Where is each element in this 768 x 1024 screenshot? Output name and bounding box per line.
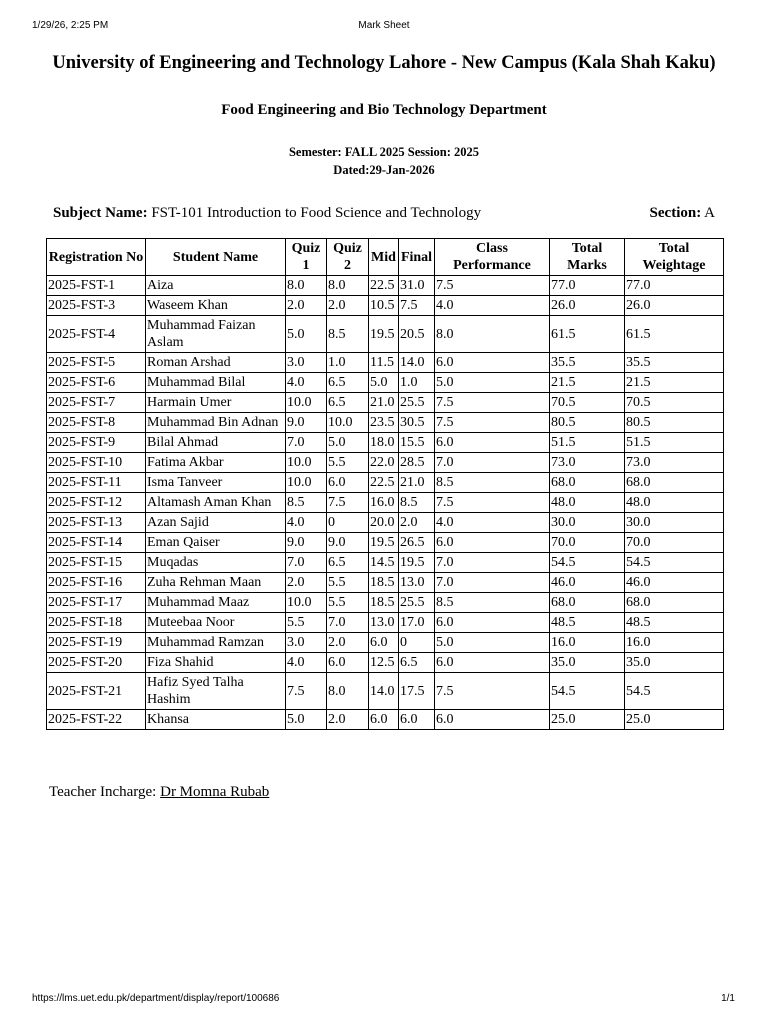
- cell-registration-no: 2025-FST-6: [47, 373, 146, 393]
- cell-student-name: Azan Sajid: [146, 513, 286, 533]
- table-row: [47, 353, 724, 373]
- cell-quiz-1: 5.0: [286, 710, 327, 730]
- table-row: [47, 316, 724, 353]
- cell-registration-no: 2025-FST-15: [47, 553, 146, 573]
- cell-quiz-2: 6.0: [327, 653, 369, 673]
- cell-mid: 6.0: [369, 710, 399, 730]
- cell-quiz-2: 9.0: [327, 533, 369, 553]
- cell-final: 13.0: [399, 573, 435, 593]
- table-row: [47, 393, 724, 413]
- cell-total-weightage: 35.5: [625, 353, 724, 373]
- cell-registration-no: 2025-FST-20: [47, 653, 146, 673]
- subject-label: Subject Name:: [53, 205, 148, 221]
- cell-class-performance: 6.0: [435, 533, 550, 553]
- table-row: [47, 533, 724, 553]
- table-row: [47, 573, 724, 593]
- cell-class-performance: 4.0: [435, 296, 550, 316]
- cell-registration-no: 2025-FST-16: [47, 573, 146, 593]
- cell-registration-no: 2025-FST-10: [47, 453, 146, 473]
- section-value: A: [704, 205, 715, 221]
- cell-total-marks: 48.0: [550, 493, 625, 513]
- cell-quiz-2: 0: [327, 513, 369, 533]
- header-registration-no: Registration No: [47, 239, 146, 276]
- cell-quiz-2: 8.0: [327, 276, 369, 296]
- cell-total-weightage: 30.0: [625, 513, 724, 533]
- cell-total-weightage: 80.5: [625, 413, 724, 433]
- cell-student-name: Muhammad Maaz: [146, 593, 286, 613]
- cell-quiz-2: 8.5: [327, 316, 369, 353]
- cell-total-marks: 77.0: [550, 276, 625, 296]
- cell-student-name: Muhammad Ramzan: [146, 633, 286, 653]
- cell-total-weightage: 73.0: [625, 453, 724, 473]
- cell-registration-no: 2025-FST-5: [47, 353, 146, 373]
- cell-class-performance: 7.5: [435, 493, 550, 513]
- cell-student-name: Bilal Ahmad: [146, 433, 286, 453]
- cell-quiz-2: 6.0: [327, 473, 369, 493]
- cell-mid: 10.5: [369, 296, 399, 316]
- cell-student-name: Fiza Shahid: [146, 653, 286, 673]
- cell-class-performance: 7.5: [435, 673, 550, 710]
- cell-class-performance: 4.0: [435, 513, 550, 533]
- cell-final: 8.5: [399, 493, 435, 513]
- cell-mid: 20.0: [369, 513, 399, 533]
- cell-final: 19.5: [399, 553, 435, 573]
- table-row: [47, 553, 724, 573]
- cell-total-marks: 70.5: [550, 393, 625, 413]
- cell-class-performance: 6.0: [435, 433, 550, 453]
- header-quiz-1: Quiz 1: [286, 239, 327, 276]
- cell-total-weightage: 51.5: [625, 433, 724, 453]
- cell-class-performance: 7.0: [435, 453, 550, 473]
- table-header-row: [47, 239, 724, 276]
- cell-quiz-2: 5.5: [327, 593, 369, 613]
- cell-quiz-1: 7.5: [286, 673, 327, 710]
- cell-class-performance: 7.5: [435, 276, 550, 296]
- cell-total-weightage: 68.0: [625, 473, 724, 493]
- cell-class-performance: 7.0: [435, 573, 550, 593]
- header-class-performance: Class Performance: [435, 239, 550, 276]
- cell-quiz-1: 9.0: [286, 533, 327, 553]
- cell-mid: 18.0: [369, 433, 399, 453]
- cell-total-weightage: 48.0: [625, 493, 724, 513]
- header-quiz-2: Quiz 2: [327, 239, 369, 276]
- cell-quiz-1: 10.0: [286, 593, 327, 613]
- cell-mid: 19.5: [369, 316, 399, 353]
- cell-mid: 6.0: [369, 633, 399, 653]
- cell-final: 17.0: [399, 613, 435, 633]
- cell-class-performance: 7.5: [435, 413, 550, 433]
- teacher-name: Dr Momna Rubab: [160, 784, 270, 800]
- cell-registration-no: 2025-FST-21: [47, 673, 146, 710]
- cell-total-marks: 25.0: [550, 710, 625, 730]
- cell-mid: 22.5: [369, 473, 399, 493]
- cell-class-performance: 6.0: [435, 613, 550, 633]
- cell-quiz-1: 10.0: [286, 393, 327, 413]
- cell-quiz-2: 5.5: [327, 453, 369, 473]
- cell-total-marks: 51.5: [550, 433, 625, 453]
- cell-final: 28.5: [399, 453, 435, 473]
- cell-total-marks: 30.0: [550, 513, 625, 533]
- section-label: Section:: [649, 205, 702, 221]
- table-row: [47, 373, 724, 393]
- cell-final: 25.5: [399, 593, 435, 613]
- cell-quiz-1: 4.0: [286, 513, 327, 533]
- table-row: [47, 653, 724, 673]
- cell-quiz-2: 2.0: [327, 633, 369, 653]
- cell-student-name: Muteebaa Noor: [146, 613, 286, 633]
- cell-final: 14.0: [399, 353, 435, 373]
- cell-total-marks: 68.0: [550, 593, 625, 613]
- cell-quiz-2: 7.5: [327, 493, 369, 513]
- cell-quiz-2: 5.5: [327, 573, 369, 593]
- header-student-name: Student Name: [146, 239, 286, 276]
- dated-line: Dated:29-Jan-2026: [333, 163, 435, 177]
- table-row: [47, 513, 724, 533]
- cell-quiz-1: 8.5: [286, 493, 327, 513]
- cell-student-name: Eman Qaiser: [146, 533, 286, 553]
- print-page-number: 1/1: [721, 993, 735, 1004]
- department-title: Food Engineering and Bio Technology Department: [221, 102, 547, 118]
- cell-total-marks: 26.0: [550, 296, 625, 316]
- cell-quiz-2: 6.5: [327, 553, 369, 573]
- cell-registration-no: 2025-FST-11: [47, 473, 146, 493]
- cell-quiz-1: 2.0: [286, 296, 327, 316]
- cell-mid: 14.5: [369, 553, 399, 573]
- cell-mid: 14.0: [369, 673, 399, 710]
- cell-total-weightage: 61.5: [625, 316, 724, 353]
- table-row: [47, 413, 724, 433]
- cell-total-marks: 61.5: [550, 316, 625, 353]
- cell-total-marks: 54.5: [550, 673, 625, 710]
- cell-mid: 18.5: [369, 573, 399, 593]
- cell-total-marks: 68.0: [550, 473, 625, 493]
- cell-total-marks: 70.0: [550, 533, 625, 553]
- table-row: [47, 493, 724, 513]
- header-final: Final: [399, 239, 435, 276]
- cell-quiz-2: 7.0: [327, 613, 369, 633]
- cell-student-name: Isma Tanveer: [146, 473, 286, 493]
- cell-registration-no: 2025-FST-8: [47, 413, 146, 433]
- subject-row: [53, 205, 715, 222]
- table-row: [47, 433, 724, 453]
- cell-total-weightage: 25.0: [625, 710, 724, 730]
- cell-mid: 23.5: [369, 413, 399, 433]
- cell-registration-no: 2025-FST-4: [47, 316, 146, 353]
- cell-student-name: Hafiz Syed Talha Hashim: [146, 673, 286, 710]
- cell-mid: 16.0: [369, 493, 399, 513]
- cell-total-marks: 46.0: [550, 573, 625, 593]
- cell-class-performance: 7.0: [435, 553, 550, 573]
- cell-student-name: Harmain Umer: [146, 393, 286, 413]
- cell-quiz-1: 5.5: [286, 613, 327, 633]
- cell-student-name: Muhammad Bilal: [146, 373, 286, 393]
- section-info: [650, 205, 715, 222]
- cell-total-weightage: 16.0: [625, 633, 724, 653]
- cell-quiz-1: 3.0: [286, 633, 327, 653]
- cell-total-marks: 80.5: [550, 413, 625, 433]
- cell-quiz-2: 2.0: [327, 296, 369, 316]
- cell-quiz-1: 10.0: [286, 453, 327, 473]
- cell-total-marks: 73.0: [550, 453, 625, 473]
- header-mid: Mid: [369, 239, 399, 276]
- university-title: University of Engineering and Technology Lahore - New Campus (Kala Shah Kaku): [52, 53, 716, 73]
- cell-student-name: Zuha Rehman Maan: [146, 573, 286, 593]
- cell-quiz-1: 5.0: [286, 316, 327, 353]
- cell-student-name: Roman Arshad: [146, 353, 286, 373]
- cell-class-performance: 8.5: [435, 593, 550, 613]
- cell-registration-no: 2025-FST-13: [47, 513, 146, 533]
- cell-mid: 11.5: [369, 353, 399, 373]
- cell-quiz-2: 2.0: [327, 710, 369, 730]
- cell-total-weightage: 77.0: [625, 276, 724, 296]
- cell-final: 7.5: [399, 296, 435, 316]
- cell-quiz-1: 8.0: [286, 276, 327, 296]
- cell-class-performance: 8.0: [435, 316, 550, 353]
- table-row: [47, 276, 724, 296]
- cell-registration-no: 2025-FST-7: [47, 393, 146, 413]
- semester-line: Semester: FALL 2025 Session: 2025: [288, 145, 480, 159]
- cell-registration-no: 2025-FST-12: [47, 493, 146, 513]
- cell-quiz-2: 1.0: [327, 353, 369, 373]
- cell-quiz-1: 7.0: [286, 433, 327, 453]
- cell-final: 26.5: [399, 533, 435, 553]
- cell-final: 25.5: [399, 393, 435, 413]
- cell-total-marks: 54.5: [550, 553, 625, 573]
- cell-registration-no: 2025-FST-14: [47, 533, 146, 553]
- header-total-marks: Total Marks: [550, 239, 625, 276]
- cell-student-name: Aiza: [146, 276, 286, 296]
- cell-mid: 13.0: [369, 613, 399, 633]
- cell-mid: 22.5: [369, 276, 399, 296]
- cell-mid: 19.5: [369, 533, 399, 553]
- cell-final: 21.0: [399, 473, 435, 493]
- cell-final: 6.5: [399, 653, 435, 673]
- cell-total-marks: 35.5: [550, 353, 625, 373]
- cell-total-weightage: 35.0: [625, 653, 724, 673]
- table-row: [47, 633, 724, 653]
- cell-total-weightage: 70.0: [625, 533, 724, 553]
- print-url: https://lms.uet.edu.pk/department/display/report/100686: [32, 993, 280, 1004]
- cell-total-marks: 48.5: [550, 613, 625, 633]
- cell-quiz-1: 3.0: [286, 353, 327, 373]
- cell-final: 0: [399, 633, 435, 653]
- cell-total-weightage: 54.5: [625, 673, 724, 710]
- cell-student-name: Khansa: [146, 710, 286, 730]
- cell-final: 1.0: [399, 373, 435, 393]
- cell-final: 15.5: [399, 433, 435, 453]
- cell-quiz-1: 2.0: [286, 573, 327, 593]
- cell-quiz-2: 5.0: [327, 433, 369, 453]
- cell-total-weightage: 26.0: [625, 296, 724, 316]
- cell-quiz-1: 7.0: [286, 553, 327, 573]
- cell-final: 20.5: [399, 316, 435, 353]
- cell-student-name: Muhammad Bin Adnan: [146, 413, 286, 433]
- header-total-weightage: Total Weightage: [625, 239, 724, 276]
- cell-registration-no: 2025-FST-1: [47, 276, 146, 296]
- cell-registration-no: 2025-FST-18: [47, 613, 146, 633]
- cell-quiz-1: 9.0: [286, 413, 327, 433]
- cell-quiz-2: 6.5: [327, 373, 369, 393]
- cell-mid: 5.0: [369, 373, 399, 393]
- cell-student-name: Muhammad Faizan Aslam: [146, 316, 286, 353]
- cell-mid: 12.5: [369, 653, 399, 673]
- cell-registration-no: 2025-FST-17: [47, 593, 146, 613]
- cell-total-weightage: 54.5: [625, 553, 724, 573]
- cell-registration-no: 2025-FST-22: [47, 710, 146, 730]
- marks-table: [46, 238, 724, 730]
- cell-mid: 21.0: [369, 393, 399, 413]
- print-page-title: Mark Sheet: [358, 20, 410, 31]
- subject-value: FST-101 Introduction to Food Science and Technology: [151, 205, 482, 221]
- cell-final: 2.0: [399, 513, 435, 533]
- table-row: [47, 296, 724, 316]
- cell-quiz-2: 8.0: [327, 673, 369, 710]
- cell-class-performance: 8.5: [435, 473, 550, 493]
- cell-student-name: Fatima Akbar: [146, 453, 286, 473]
- cell-class-performance: 5.0: [435, 373, 550, 393]
- cell-student-name: Altamash Aman Khan: [146, 493, 286, 513]
- cell-student-name: Waseem Khan: [146, 296, 286, 316]
- teacher-label: Teacher Incharge:: [49, 784, 157, 800]
- cell-quiz-2: 6.5: [327, 393, 369, 413]
- cell-class-performance: 6.0: [435, 653, 550, 673]
- cell-mid: 18.5: [369, 593, 399, 613]
- cell-quiz-2: 10.0: [327, 413, 369, 433]
- table-row: [47, 710, 724, 730]
- cell-final: 17.5: [399, 673, 435, 710]
- teacher-incharge: [49, 784, 269, 801]
- cell-class-performance: 7.5: [435, 393, 550, 413]
- cell-class-performance: 6.0: [435, 353, 550, 373]
- cell-registration-no: 2025-FST-19: [47, 633, 146, 653]
- cell-final: 6.0: [399, 710, 435, 730]
- cell-total-weightage: 68.0: [625, 593, 724, 613]
- cell-total-marks: 21.5: [550, 373, 625, 393]
- cell-registration-no: 2025-FST-9: [47, 433, 146, 453]
- table-row: [47, 613, 724, 633]
- table-row: [47, 673, 724, 710]
- semester-info: [0, 143, 768, 179]
- table-row: [47, 593, 724, 613]
- cell-quiz-1: 4.0: [286, 373, 327, 393]
- cell-total-weightage: 70.5: [625, 393, 724, 413]
- cell-registration-no: 2025-FST-3: [47, 296, 146, 316]
- cell-mid: 22.0: [369, 453, 399, 473]
- cell-class-performance: 6.0: [435, 710, 550, 730]
- cell-total-weightage: 48.5: [625, 613, 724, 633]
- table-row: [47, 453, 724, 473]
- cell-final: 31.0: [399, 276, 435, 296]
- cell-total-weightage: 46.0: [625, 573, 724, 593]
- cell-class-performance: 5.0: [435, 633, 550, 653]
- table-row: [47, 473, 724, 493]
- cell-quiz-1: 10.0: [286, 473, 327, 493]
- cell-quiz-1: 4.0: [286, 653, 327, 673]
- cell-final: 30.5: [399, 413, 435, 433]
- print-datetime: 1/29/26, 2:25 PM: [32, 20, 109, 31]
- cell-total-marks: 35.0: [550, 653, 625, 673]
- marks-table-body: [47, 276, 724, 730]
- cell-total-weightage: 21.5: [625, 373, 724, 393]
- cell-student-name: Muqadas: [146, 553, 286, 573]
- cell-total-marks: 16.0: [550, 633, 625, 653]
